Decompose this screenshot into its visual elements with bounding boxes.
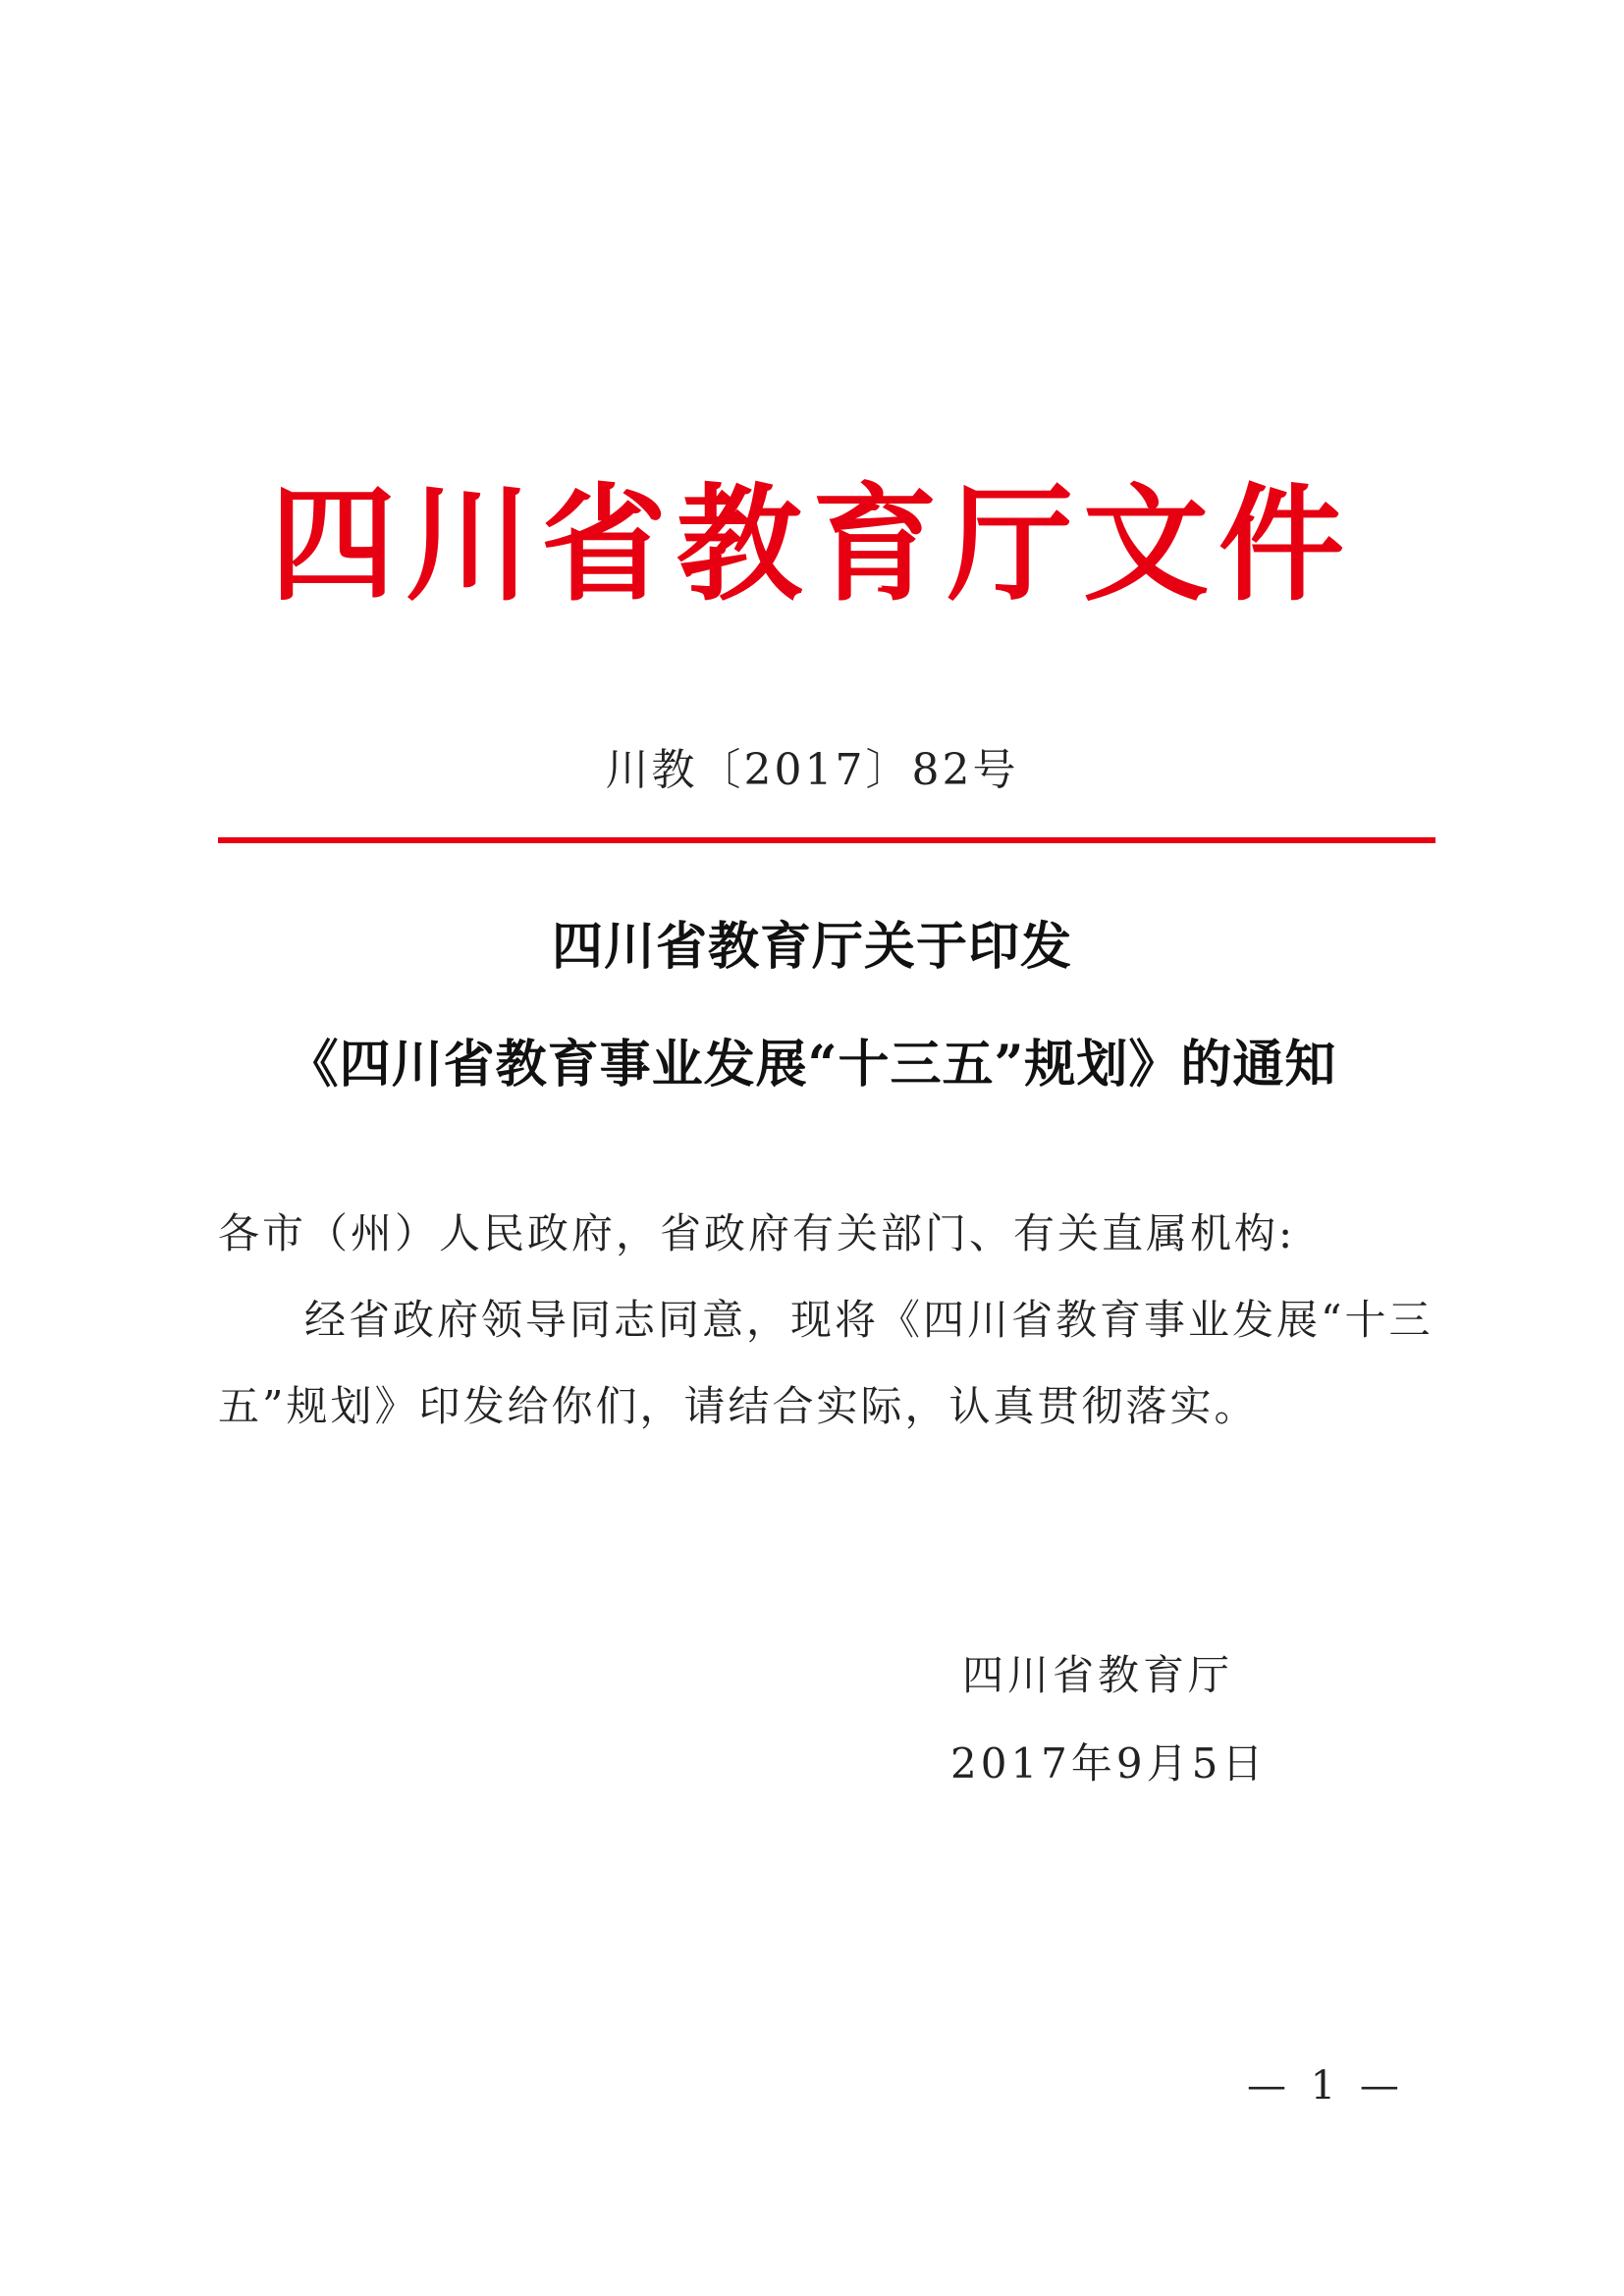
page-number: — 1 — [1247, 2063, 1405, 2109]
issuer-header: 四川省教育厅文件 [269, 471, 1354, 618]
paragraph-line-2: 五”规划》印发给你们，请结合实际，认真贯彻落实。 [218, 1382, 1259, 1430]
signature-organization: 四川省教育厅 [962, 1651, 1234, 1699]
document-title-line-1: 四川省教育厅关于印发 [551, 917, 1072, 977]
body-paragraph [218, 1292, 1435, 1465]
document-number: 川教〔2017〕82号 [605, 745, 1019, 795]
paragraph-line-1: 经省政府领导同志同意，现将《四川省教育事业发展“十三 [304, 1296, 1434, 1344]
signature-date: 2017年9月5日 [950, 1739, 1268, 1788]
document-title-line-2: 《四川省教育事业发展“十三五”规划》的通知 [287, 1035, 1337, 1095]
salutation: 各市（州）人民政府，省政府有关部门、有关直属机构: [218, 1209, 1296, 1257]
red-divider-line [218, 837, 1435, 843]
